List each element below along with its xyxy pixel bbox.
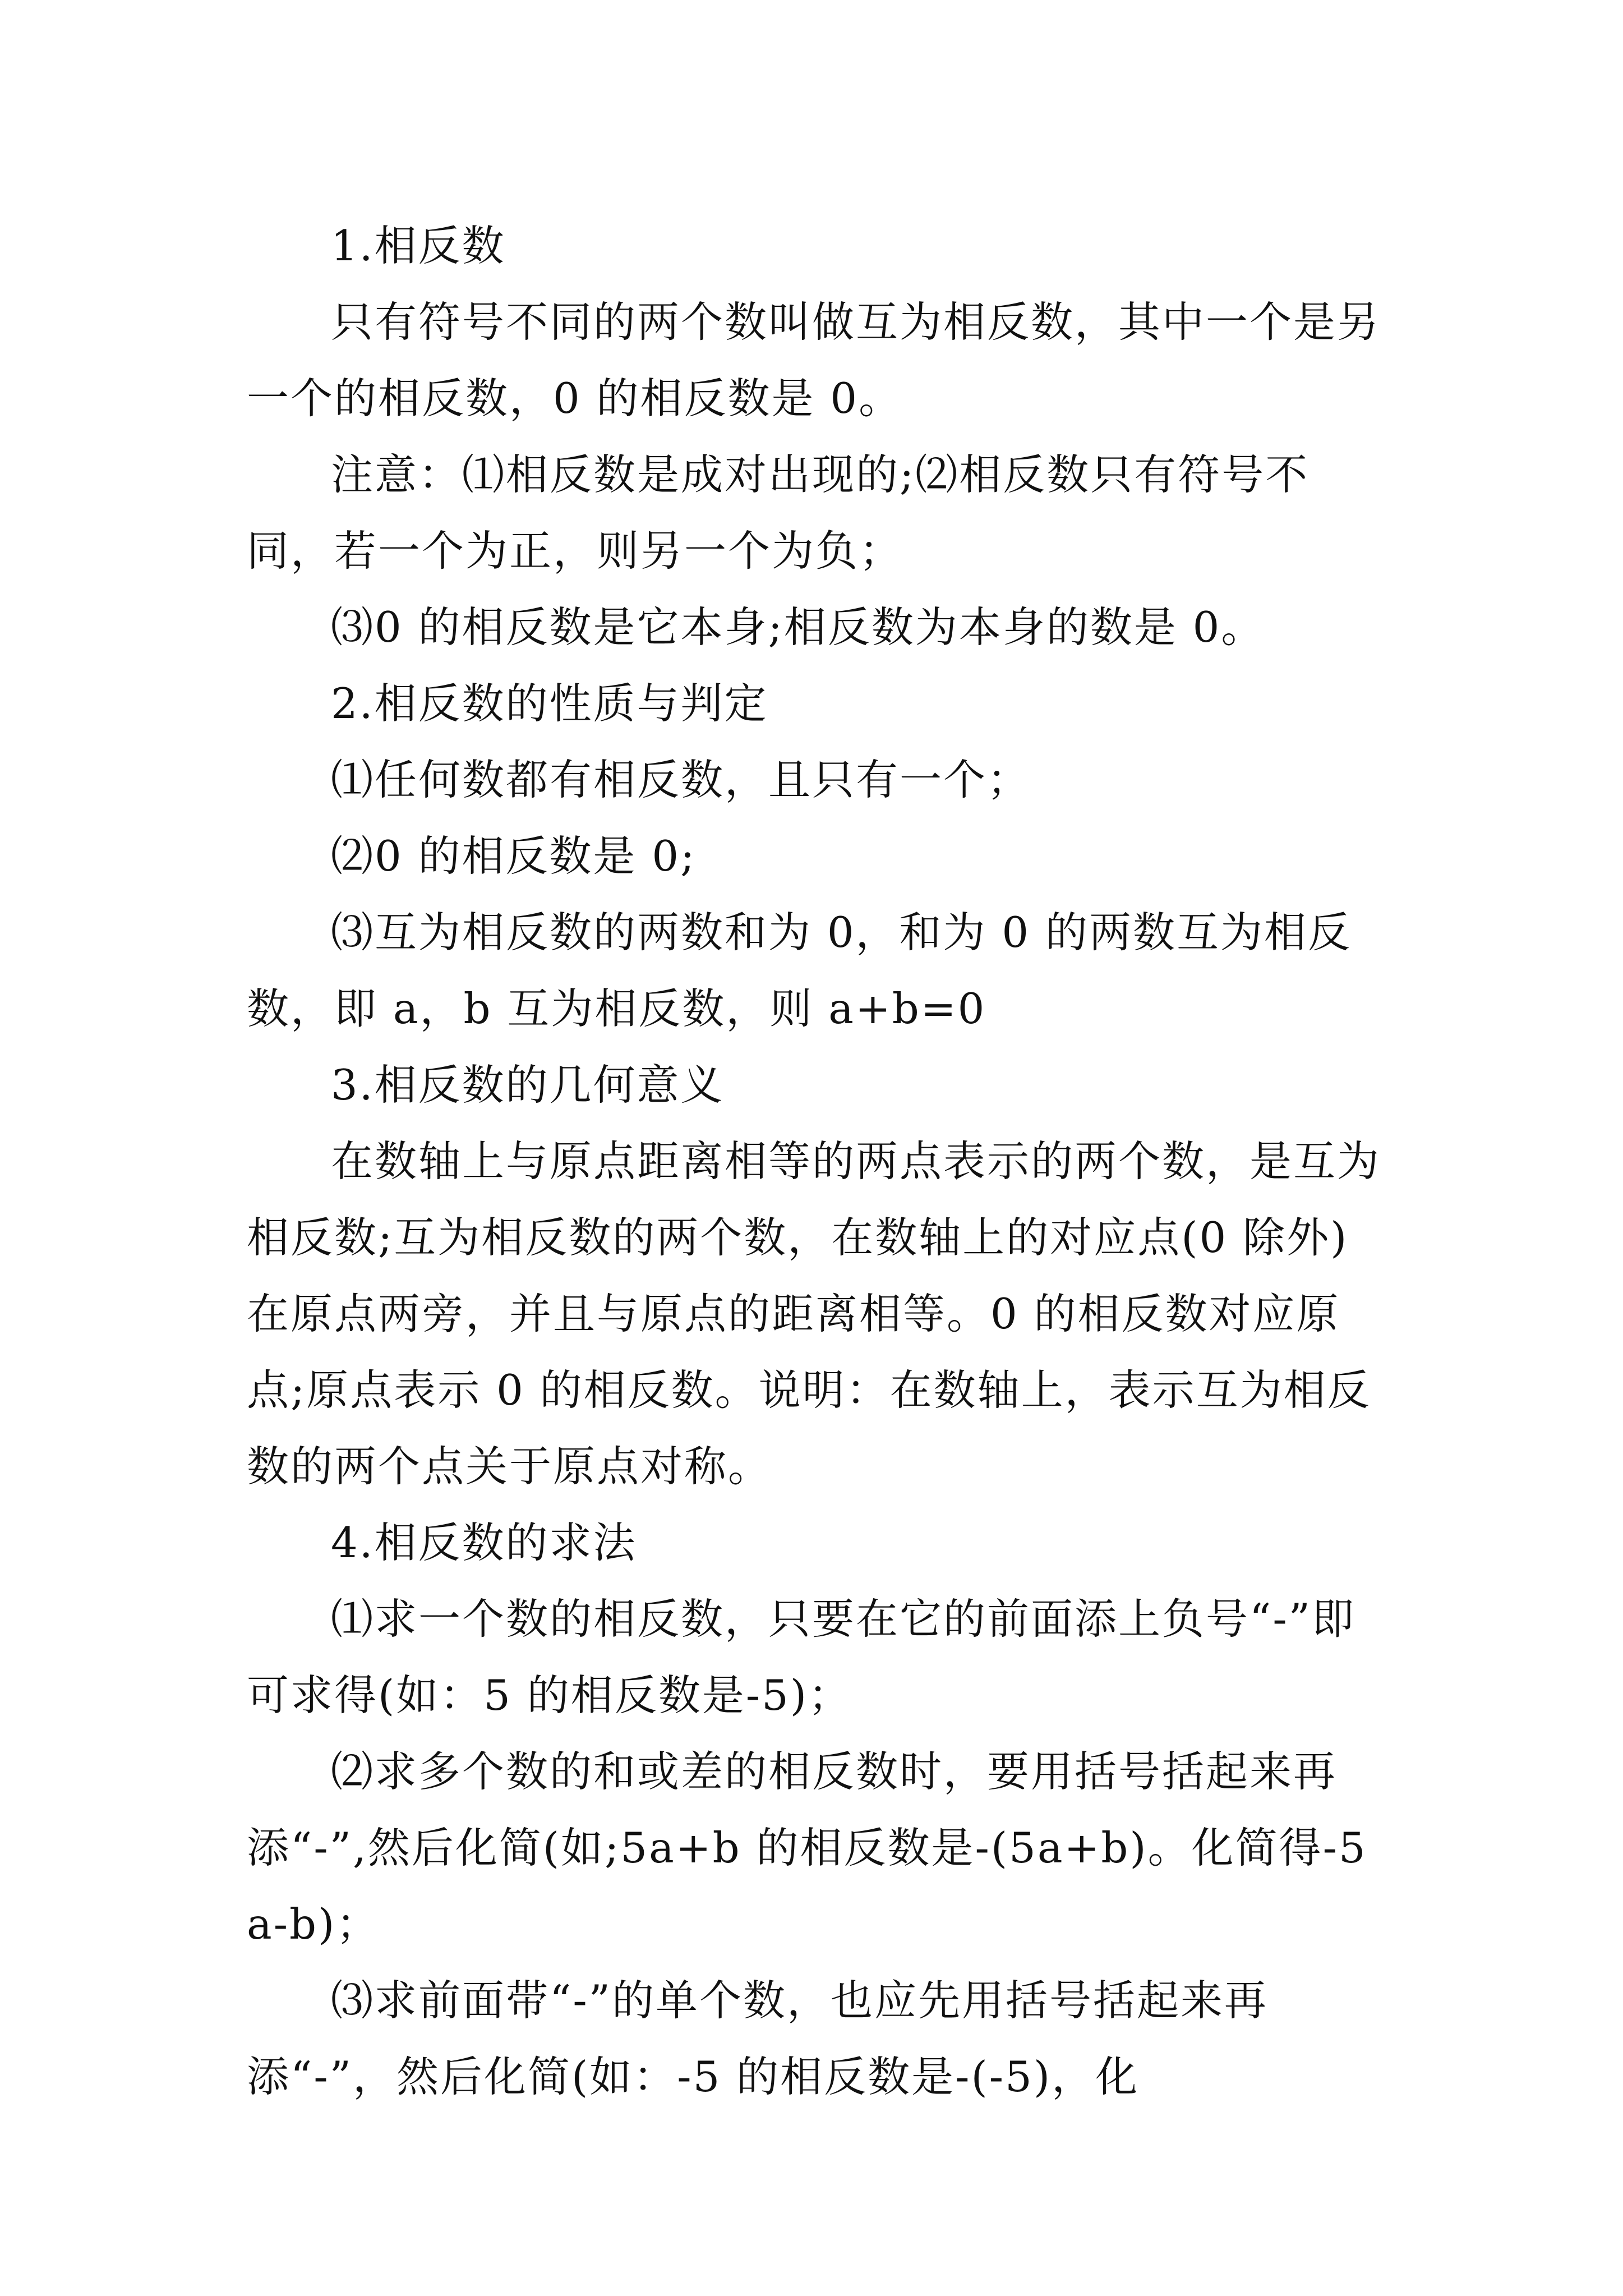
paragraph-zero-opposite: ⑶0 的相反数是它本身;相反数为本身的数是 0。 xyxy=(331,602,1265,652)
property-item-2: ⑵0 的相反数是 0; xyxy=(331,831,697,881)
method-item-3: ⑶求前面带“-”的单个数，也应先用括号括起来再添“-”，然后化简(如：-5 的相反数是-(-5)，化 xyxy=(247,1976,1269,2101)
section-heading-4: 4.相反数的求法 xyxy=(331,1518,637,1567)
paragraph-definition: 只有符号不同的两个数叫做互为相反数，其中一个是另一个的相反数，0 的相反数是 0。 xyxy=(247,297,1381,423)
document-body xyxy=(247,208,1382,2115)
section-heading-1: 1.相反数 xyxy=(331,221,506,270)
paragraph-note: 注意：⑴相反数是成对出现的;⑵相反数只有符号不同，若一个为正，则另一个为负； xyxy=(247,450,1310,576)
paragraph-geometric-meaning: 在数轴上与原点距离相等的两点表示的两个数，是互为相反数;互为相反数的两个数，在数轴上的对应点(0 除外)在原点两旁，并且与原点的距离相等。0 的相反数对应原点;原点表示 0 的相反数。说明：在数轴上，表示互为相反数的两个点关于原点对称。 xyxy=(247,1137,1381,1491)
method-item-1: ⑴求一个数的相反数，只要在它的前面添上负号“-”即可求得(如：5 的相反数是-5)； xyxy=(247,1594,1356,1720)
property-item-1: ⑴任何数都有相反数，且只有一个； xyxy=(331,755,1031,804)
section-heading-3: 3.相反数的几何意义 xyxy=(331,1060,725,1110)
section-heading-2: 2.相反数的性质与判定 xyxy=(331,679,768,728)
property-item-3: ⑶互为相反数的两数和为 0，和为 0 的两数互为相反数，即 a，b 互为相反数，则 a+b=0 xyxy=(247,908,1352,1033)
method-item-2: ⑵求多个数的和或差的相反数时，要用括号括起来再添“-”,然后化简(如;5a+b 的相反数是-(5a+b)。化简得-5a-b)； xyxy=(247,1747,1367,1949)
